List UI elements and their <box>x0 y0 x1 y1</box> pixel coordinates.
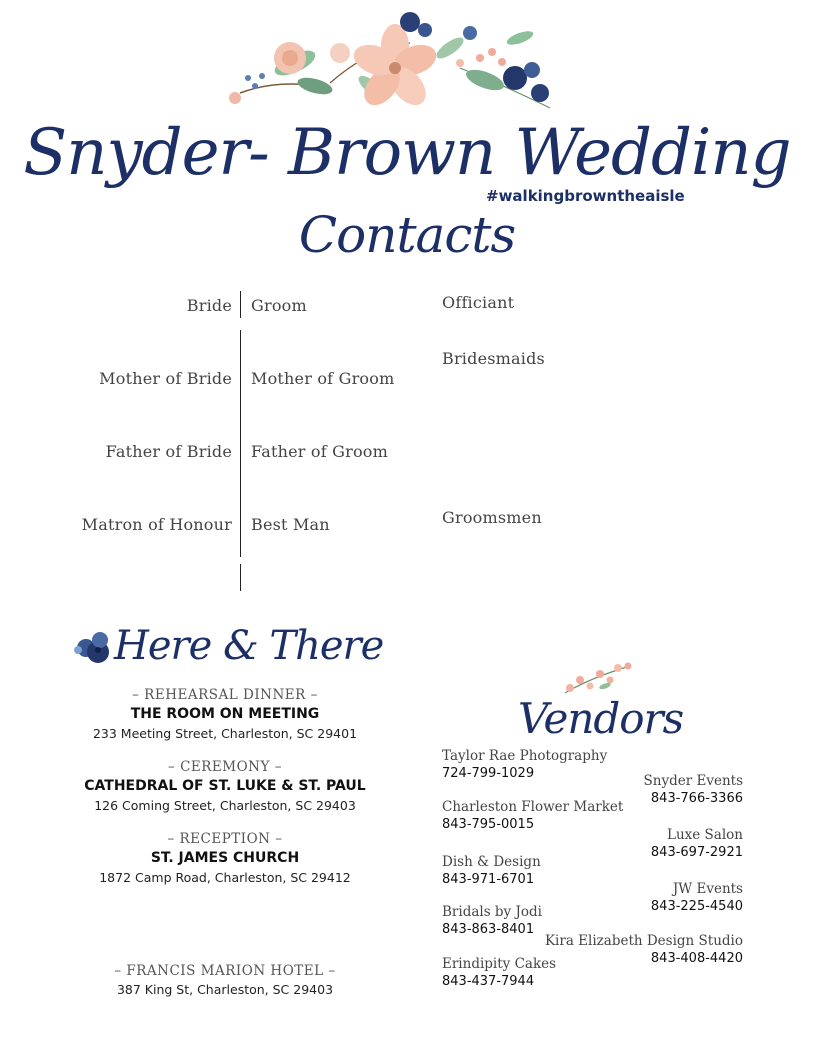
role-mother-of-groom: Mother of Groom <box>251 369 395 388</box>
divider-line <box>240 291 241 318</box>
venue-address: 126 Coming Street, Charleston, SC 29403 <box>94 798 356 813</box>
vendor-entry <box>442 956 556 990</box>
divider-line <box>240 564 241 591</box>
vendor-name: Kira Elizabeth Design Studio <box>544 933 743 949</box>
role-groom: Groom <box>251 296 307 315</box>
venue-name: ST. JAMES CHURCH <box>150 850 300 866</box>
navy-flower-icon <box>72 628 116 666</box>
role-bridesmaids: Bridesmaids <box>442 349 545 368</box>
vendor-phone: 843-863-8401 <box>442 922 535 937</box>
vendor-entry <box>442 748 607 782</box>
role-officiant: Officiant <box>442 293 515 312</box>
vendor-phone: 843-697-2921 <box>650 845 743 860</box>
role-bride: Bride <box>186 296 232 315</box>
venue-hotel <box>60 962 390 1000</box>
vendor-entry <box>442 854 541 888</box>
vendor-entry <box>651 881 743 915</box>
vendor-name: Taylor Rae Photography <box>442 748 608 764</box>
divider-line <box>240 330 241 557</box>
page-title: Snyder- Brown Wedding <box>23 116 791 190</box>
vendor-name: Charleston Flower Market <box>442 799 624 815</box>
vendor-name: Luxe Salon <box>667 827 743 843</box>
venue-type-label: – CEREMONY – <box>168 759 282 775</box>
vendors-heading: Vendors <box>518 694 684 743</box>
venue-name: CATHEDRAL OF ST. LUKE & ST. PAUL <box>84 778 366 794</box>
vendor-name: JW Events <box>672 881 743 897</box>
vendor-entry <box>545 933 743 967</box>
role-mother-of-bride: Mother of Bride <box>99 369 232 388</box>
role-father-of-groom: Father of Groom <box>251 442 388 461</box>
vendor-entry <box>651 827 743 861</box>
venue-type-label: – REHEARSAL DINNER – <box>132 687 318 703</box>
vendor-entry <box>644 773 743 807</box>
role-father-of-bride: Father of Bride <box>105 442 232 461</box>
venue-rehearsal <box>60 686 390 744</box>
vendor-phone: 843-971-6701 <box>442 872 535 887</box>
venue-reception <box>60 830 390 888</box>
vendor-phone: 843-795-0015 <box>442 817 535 832</box>
vendor-phone: 843-408-4420 <box>650 951 743 966</box>
venue-type-label: – RECEPTION – <box>167 831 283 847</box>
vendor-phone: 724-799-1029 <box>442 766 535 781</box>
role-best-man: Best Man <box>251 515 330 534</box>
role-groomsmen: Groomsmen <box>442 508 542 527</box>
vendor-phone: 843-437-7944 <box>442 974 535 989</box>
vendor-phone: 843-766-3366 <box>650 791 743 806</box>
contacts-heading: Contacts <box>298 206 516 264</box>
venue-type-label: – FRANCIS MARION HOTEL – <box>114 963 336 979</box>
vendor-entry <box>442 904 542 938</box>
vendor-name: Snyder Events <box>643 773 743 789</box>
venue-address: 233 Meeting Street, Charleston, SC 29401 <box>92 726 358 741</box>
vendor-entry <box>442 799 623 833</box>
venue-address: 1872 Camp Road, Charleston, SC 29412 <box>99 870 351 885</box>
venue-address: 387 King St, Charleston, SC 29403 <box>116 982 334 997</box>
role-matron-of-honour: Matron of Honour <box>81 515 232 534</box>
vendor-name: Erindipity Cakes <box>442 956 557 972</box>
here-and-there-heading: Here & There <box>114 623 384 669</box>
vendor-name: Bridals by Jodi <box>442 904 542 920</box>
vendor-phone: 843-225-4540 <box>650 899 743 914</box>
hashtag-text: #walkingbrowntheaisle <box>486 187 685 205</box>
vendor-name: Dish & Design <box>442 854 541 870</box>
venue-name: THE ROOM ON MEETING <box>130 706 320 722</box>
venue-ceremony <box>60 758 390 816</box>
